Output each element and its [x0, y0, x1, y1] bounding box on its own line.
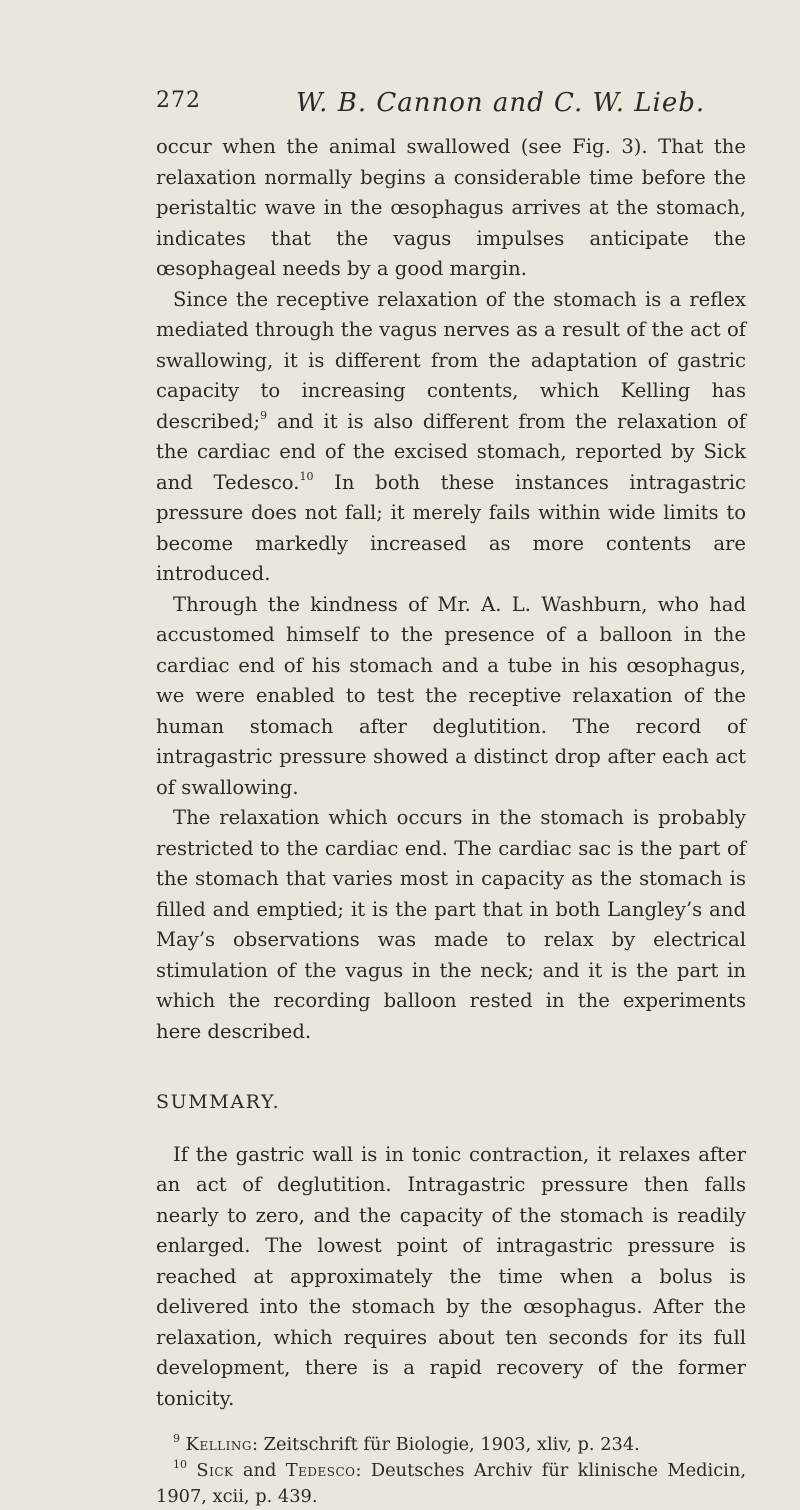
footnote-ref: 10: [299, 469, 314, 483]
footnote-citation: : Deutsches Archiv für klinische Medicin, 1907, xcii, p. 439.: [156, 1460, 746, 1507]
paragraph-continuation: occur when the animal swallowed (see Fig. 3). That the relaxation normally begins a considerable time before the peristaltic wave in the œsophagus arrives at the stomach, indicates that the vagus impulses anticipate the œsophageal needs by a good margin.: [156, 135, 746, 280]
footnote-ref: 9: [260, 408, 268, 422]
footnote-9: [156, 1432, 746, 1458]
summary-heading: SUMMARY.: [156, 1091, 281, 1113]
footnote-author: Kelling: [185, 1434, 252, 1455]
paragraph-text: and it is also different from the relaxation of the cardiac end of the excised stomach, reported by Sick and Tedesco.: [156, 409, 746, 494]
footnotes: [156, 1432, 746, 1510]
paragraph-receptive-relaxation: [156, 285, 746, 590]
footnote-number: 9: [173, 1432, 180, 1446]
paragraph-text: In both these instances intragastric pressure does not fall; it merely fails within wide limits to become markedly increased as more contents are introduced.: [156, 470, 747, 585]
footnote-number: 10: [173, 1458, 187, 1472]
paragraph-cardiac-end: The relaxation which occurs in the stomach is probably restricted to the cardiac end. The cardiac sac is the part of the stomach that varies most in capacity as the stomach is filled and emptied; it is the part that in both Langley’s and May’s observations was made to relax by electrical stimulation of the vagus in the neck; and it is the part in which the recording balloon rested in the experiments here described.: [156, 806, 746, 1043]
page-header: [156, 88, 746, 128]
page-number: 272: [156, 88, 201, 113]
footnote-author: Sick: [196, 1460, 234, 1481]
paragraph-washburn: Through the kindness of Mr. A. L. Washburn, who had accustomed himself to the presence of a balloon in the cardiac end of his stomach and a tube in his œsophagus, we were enabled to test the receptive relaxation of the human stomach after deglutition. The record of intragastric pressure showed a distinct drop after each act of swallowing.: [156, 592, 746, 799]
body-text: [156, 132, 746, 1510]
footnote-10: [156, 1458, 746, 1510]
footnote-author: Tedesco: [285, 1460, 356, 1481]
footnote-connector: and: [233, 1460, 286, 1481]
running-head: W. B. Cannon and C. W. Lieb.: [296, 88, 706, 118]
footnote-citation: : Zeitschrift für Biologie, 1903, xliv, p. 234.: [251, 1434, 640, 1455]
summary-paragraph: If the gastric wall is in tonic contraction, it relaxes after an act of deglutition. Intragastric pressure then falls nearly to zero, and the capacity of the stomach is readily enlarged. The lowest point of intragastric pressure is reached at approximately the time when a bolus is delivered into the stomach by the œsophagus. After the relaxation, which requires about ten seconds for its full development, there is a rapid recovery of the former tonicity.: [156, 1142, 746, 1410]
paragraph-text: Since the receptive relaxation of the stomach is a reflex mediated through the vagus nerves as a result of the act of swallowing, it is different from the adaptation of gastric capacity to increasing contents, which Kelling has described;: [156, 287, 746, 433]
